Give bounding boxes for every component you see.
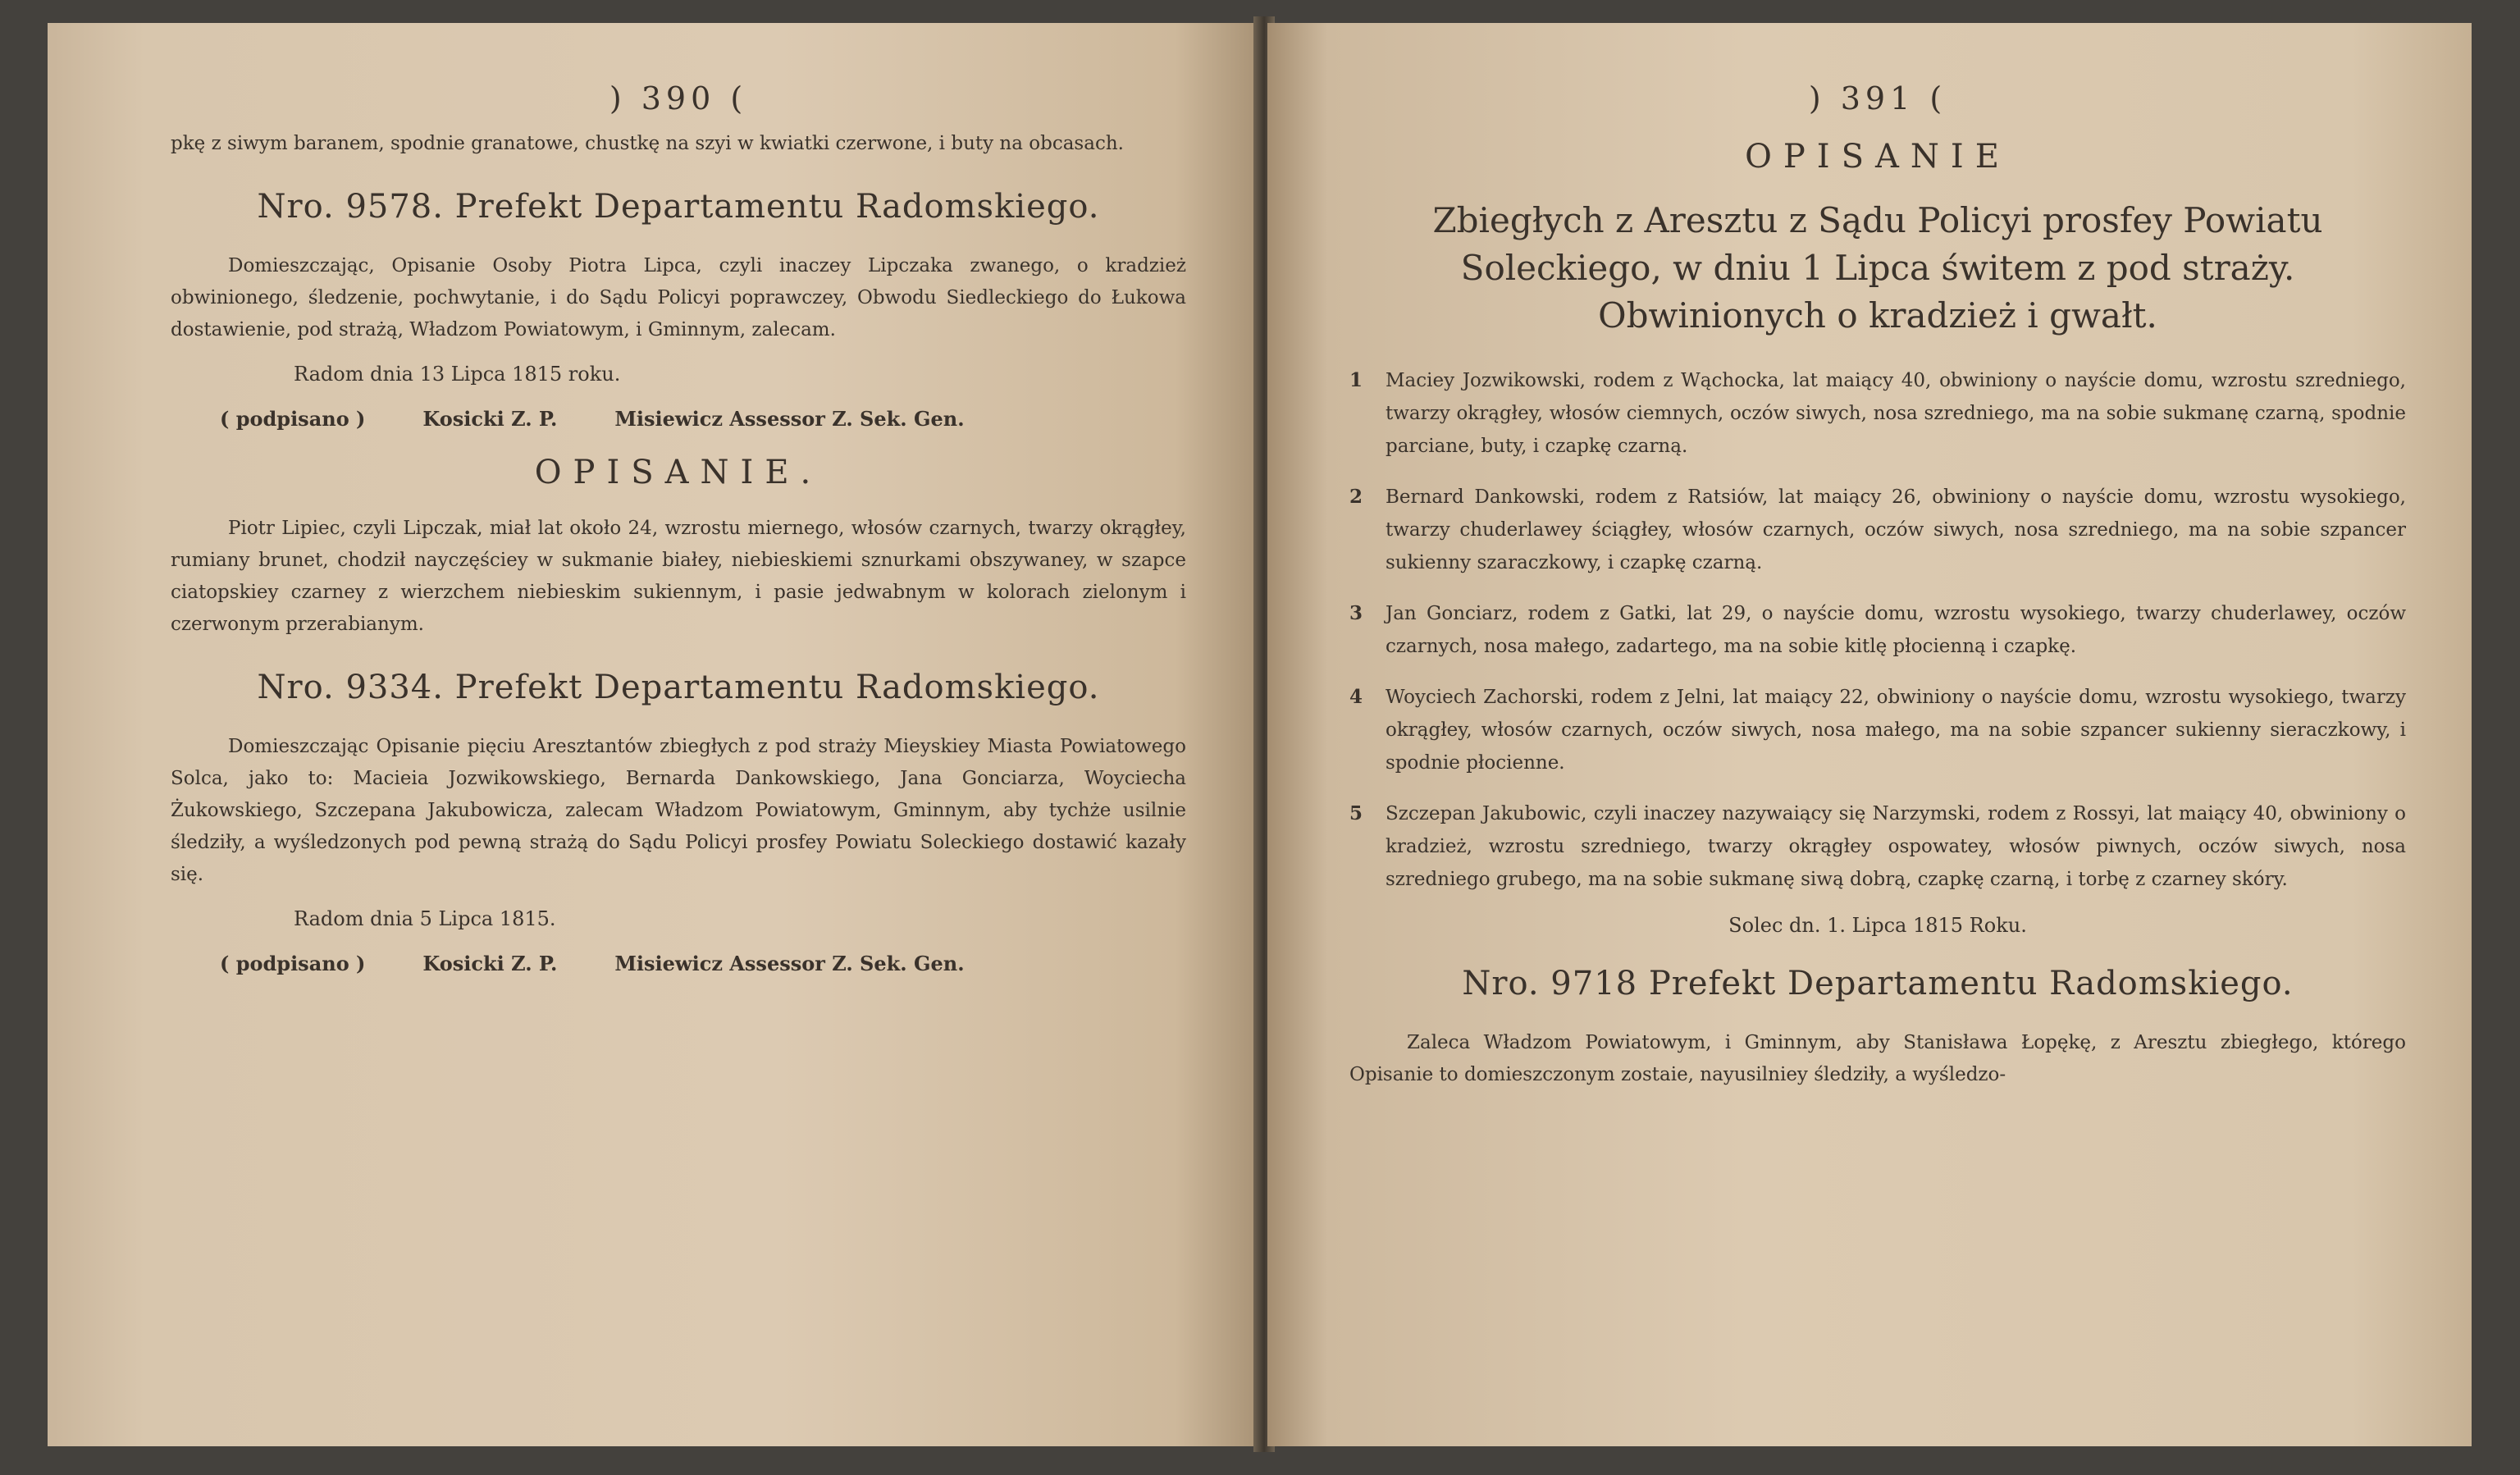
signature-assessor: Misiewicz Assessor Z. Sek. Gen. — [614, 407, 965, 431]
signature-prefect: Kosicki Z. P. — [422, 952, 558, 975]
list-item — [1349, 797, 2406, 896]
signature-prefect: Kosicki Z. P. — [422, 407, 558, 431]
notice-heading: Nro. 9718 Prefekt Departamentu Radomskiego. — [1462, 965, 2294, 1002]
entry-text: Maciey Jozwikowski, rodem z Wąchocka, lat maiący 40, obwiniony o nayście domu, wzrostu szredniego, twarzy okrągłey, włosów ciemnych, oczów siwych, nosa szredniego, ma na sobie sukmanę czarną, spodnie parciane, buty, i czapkę czarną. — [1386, 370, 2406, 457]
entry-number: 5 — [1349, 802, 1363, 824]
page-number: ) 391 ( — [1808, 80, 1947, 116]
right-page — [1267, 23, 2472, 1446]
list-item — [1349, 364, 2406, 463]
opisanie-subtitle: Zbiegłych z Aresztu z Sądu Policyi prosfey Powiatu Soleckiego, w dniu 1 Lipca świtem z pod straży. Obwinionych o kradzież i gwałt. — [1432, 200, 2323, 336]
opisanie-title: OPISANIE. — [534, 454, 823, 491]
entry-text: Szczepan Jakubowic, czyli inaczey nazywaiący się Narzymski, rodem z Rossyi, lat maiący 40, obwiniony o kradzież, wzrostu szredniego, twarzy okrągłey ospowatey, włosów piwnych, oczów siwych, nosa szredniego grubego, ma na sobie sukmanę siwą dobrą, czapkę czarną, i torbę z czarney skóry. — [1386, 803, 2406, 890]
notice-body: Domieszczając, Opisanie Osoby Piotra Lipca, czyli inaczey Lipczaka zwanego, o kradzież obwinionego, śledzenie, pochwytanie, i do Sądu Policyi poprawczey, Obwodu Siedleckiego do Łukowa dostawienie, pod strażą, Władzom Powiatowym, i Gminnym, zalecam. — [171, 255, 1186, 340]
opisanie-date: Solec dn. 1. Lipca 1815 Roku. — [1728, 914, 2027, 937]
list-item — [1349, 481, 2406, 579]
opisanie-title: OPISANIE — [1745, 138, 2011, 176]
opisanie-body: Piotr Lipiec, czyli Lipczak, miał lat około 24, wzrostu miernego, włosów czarnych, twarzy okrągłey, rumiany brunet, chodził nayczęściey w sukmanie białey, niebieskiemi sznurkami obszywaney, w szapce ciatopskiey czarney z wierzchem niebieskim sukiennym, i pasie jedwabnym w kolorach zielonym i czerwonym przerabianym. — [171, 518, 1186, 635]
continuation-text: pkę z siwym baranem, spodnie granatowe, chustkę na szyi w kwiatki czerwone, i buty na obcasach. — [171, 133, 1124, 154]
list-item — [1349, 597, 2406, 663]
signature-row — [220, 952, 1186, 975]
entry-text: Bernard Dankowski, rodem z Ratsiów, lat maiący 26, obwiniony o nayście domu, wzrostu wysokiego, twarzy chuderlawey ściągłey, włosów czarnych, oczów siwych, nosa szredniego, ma na sobie szpancer sukienny szaraczkowy, i czapkę czarną. — [1386, 486, 2406, 573]
signature-label: ( podpisano ) — [220, 952, 366, 975]
entry-number: 2 — [1349, 486, 1363, 508]
entry-number: 1 — [1349, 369, 1363, 391]
list-item — [1349, 681, 2406, 779]
entry-number: 3 — [1349, 602, 1363, 624]
entry-text: Woyciech Zachorski, rodem z Jelni, lat maiący 22, obwiniony o nayście domu, wzrostu wysokiego, twarzy okrągłey, włosów czarnych, oczów siwych, nosa małego, ma na sobie szpancer sukienny sieraczkowy, i spodnie płocienne. — [1386, 687, 2406, 774]
notice-date: Radom dnia 5 Lipca 1815. — [294, 907, 556, 930]
signature-row — [220, 407, 1186, 431]
notice-body: Zaleca Władzom Powiatowym, i Gminnym, aby Stanisława Łopękę, z Aresztu zbiegłego, którego Opisanie to domieszczonym zostaie, nayusilniey śledziły, a wyśledzo- — [1349, 1032, 2406, 1085]
page-number: ) 390 ( — [609, 80, 748, 116]
notice-body: Domieszczając Opisanie pięciu Aresztantów zbiegłych z pod straży Mieyskiey Miasta Powiatowego Solca, jako to: Macieia Jozwikowskiego, Bernarda Dankowskiego, Jana Gonciarza, Woyciecha Żukowskiego, Szczepana Jakubowicza, zalecam Władzom Powiatowym, Gminnym, aby tychże usilnie śledziły, a wyśledzonych pod pewną strażą do Sądu Policyi prosfey Powiatu Soleckiego dostawić kazały się. — [171, 736, 1186, 885]
fugitive-list — [1349, 364, 2406, 896]
entry-text: Jan Gonciarz, rodem z Gatki, lat 29, o nayście domu, wzrostu wysokiego, twarzy chuderlawey, oczów czarnych, nosa małego, zadartego, ma na sobie kitlę płocienną i czapkę. — [1386, 603, 2406, 657]
signature-assessor: Misiewicz Assessor Z. Sek. Gen. — [614, 952, 965, 975]
entry-number: 4 — [1349, 686, 1363, 708]
notice-heading: Nro. 9334. Prefekt Departamentu Radomskiego. — [257, 669, 1100, 706]
left-page — [48, 23, 1260, 1446]
notice-heading: Nro. 9578. Prefekt Departamentu Radomskiego. — [257, 188, 1100, 226]
notice-date: Radom dnia 13 Lipca 1815 roku. — [294, 363, 621, 386]
signature-label: ( podpisano ) — [220, 407, 366, 431]
